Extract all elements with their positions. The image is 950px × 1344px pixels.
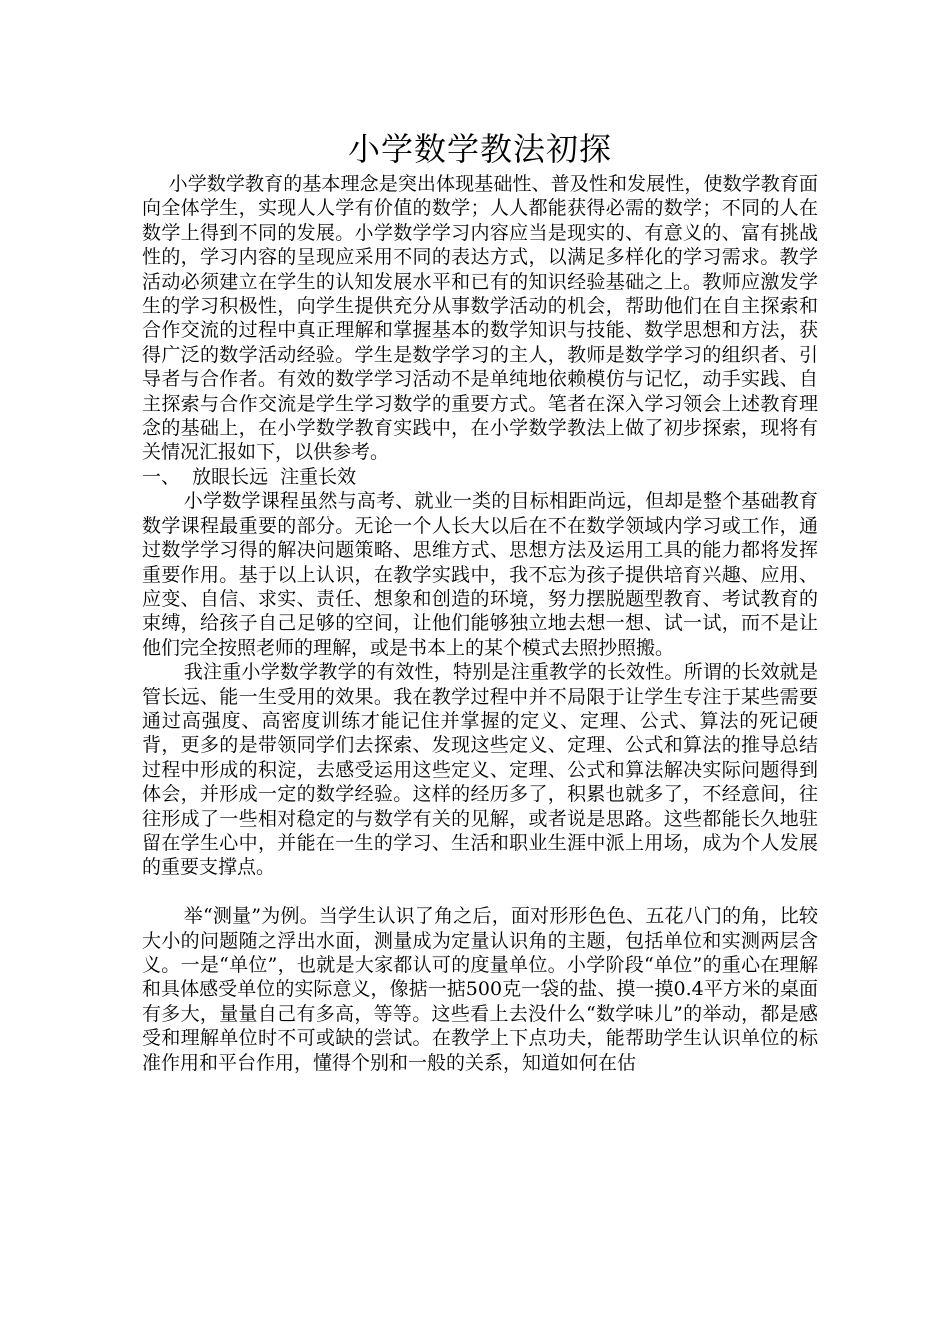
body-paragraph-3: 举“测量”为例。当学生认识了角之后，面对形形色色、五花八门的角，比较大小的问题随之浮出水面，测量成为定量认识角的主题，包括单位和实测两层含义。一是“单位”，也就是大家都认可的度量单位。小学阶段“单位”的重心在理解和具体感受单位的实际意义，像掂一掂500克一袋的盐、摸一摸0.4平方米的桌面有多大，量量自己有多高，等等。这些看上去没什么“数学味儿”的举动，都是感受和理解单位时不可或缺的尝试。在教学上下点功夫，能帮助学生认识单位的标准作用和平台作用，懂得个别和一般的关系，知道如何在估 [142,905,818,1074]
blank-line [142,880,818,904]
page-title: 小学数学教法初探 [347,130,612,168]
body-paragraph-2: 我注重小学数学教学的有效性，特别是注重教学的长效性。所谓的长效就是管长远、能一生受用的效果。我在教学过程中并不局限于让学生专注于某些需要通过高强度、高密度训练才能记住并掌握的定义、定理、公式、算法的死记硬背，更多的是带领同学们去探索、发现这些定义、定理、公式和算法的推导总结过程中形成的积淀，去感受运用这些定义、定理、公式和算法解决实际问题得到体会，并形成一定的数学经验。这样的经历多了，积累也就多了，不经意间，往往形成了一些相对稳定的与数学有关的见解，或者说是思路。这些都能长久地驻留在学生心中，并能在一生的学习、生活和职业生涯中派上用场，成为个人发展的重要支撑点。 [142,661,818,879]
document-page [142,126,818,1075]
intro-paragraph: 小学数学教育的基本理念是突出体现基础性、普及性和发展性，使数学教育面向全体学生，实现人人学有价值的数学；人人都能获得必需的数学；不同的人在数学上得到不同的发展。小学数学学习内容应当是现实的、有意义的、富有挑战性的，学习内容的呈现应采用不同的表达方式，以满足多样化的学习需求。教学活动必须建立在学生的认知发展水平和已有的知识经验基础之上。教师应激发学生的学习积极性，向学生提供充分从事数学活动的机会，帮助他们在自主探索和合作交流的过程中真正理解和掌握基本的数学知识与技能、数学思想和方法，获得广泛的数学活动经验。学生是数学学习的主人，教师是数学学习的组织者、引导者与合作者。有效的数学学习活动不是单纯地依赖模仿与记忆，动手实践、自主探索与合作交流是学生学习数学的重要方式。笔者在深入学习领会上述教育理念的基础上，在小学数学教育实践中，在小学数学教法上做了初步探索，现将有关情况汇报如下，以供参考。 [142,173,818,464]
body-paragraph-1: 小学数学课程虽然与高考、就业一类的目标相距尚远，但却是整个基础教育数学课程最重要的部分。无论一个人长大以后在不在数学领域内学习或工作，通过数学学习得的解决问题策略、思维方式、思想方法及运用工具的能力都将发挥重要作用。基于以上认识，在教学实践中，我不忘为孩子提供培育兴趣、应用、应变、自信、求实、责任、想象和创造的环境，努力摆脱题型教育、考试教育的束缚，给孩子自己足够的空间，让他们能够独立地去想一想、试一试，而不是让他们完全按照老师的理解，或是书本上的某个模式去照抄照搬。 [142,490,818,659]
section-heading: 一、 放眼长远 注重长效 [142,465,357,488]
